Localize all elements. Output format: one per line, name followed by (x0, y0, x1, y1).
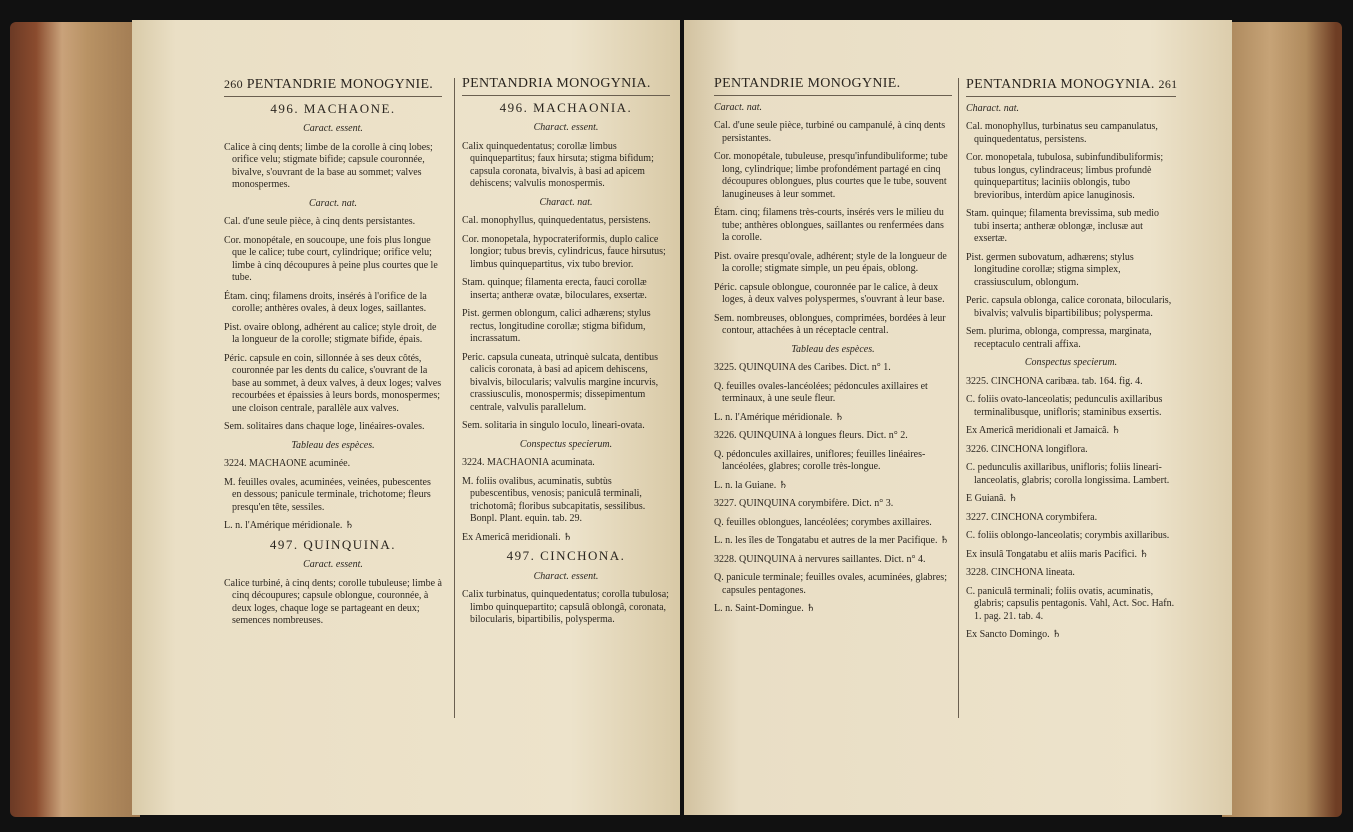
paragraph: Peric. capsula oblonga, calice coronata, bilocularis, bivalvis; valvulis bipartibilibus; polysperma. (966, 295, 1172, 319)
book-page-edges-right (1222, 22, 1342, 817)
running-head-text: PENTANDRIA MONOGYNIA. (966, 77, 1155, 92)
paragraph: Stam. quinque; filamenta erecta, fauci corollæ inserta; antheræ ovatæ, biloculares, exsertæ. (462, 277, 647, 301)
page-number: 261 (1158, 77, 1178, 91)
paragraph: Cal. d'une seule pièce, à cinq dents persistantes. (224, 216, 416, 227)
paragraph: Ex Sancto Domingo. ♄ (966, 629, 1062, 640)
section-label: Caract. nat. (308, 197, 358, 209)
paragraph: Pist. ovaire oblong, adhérent au calice; style droit, de la longueur de la corolle; stigmate bifide, épais. (224, 321, 437, 345)
section-label: Caract. essent. (303, 123, 363, 134)
paragraph: Cal. monophyllus, quinquedentatus, persistens. (462, 215, 651, 226)
section-label: Charact. nat. (966, 102, 1020, 114)
genus-heading: 497. QUINQUINA. (269, 536, 397, 552)
paragraph: L. n. l'Amérique méridionale. ♄ (224, 520, 354, 531)
paragraph: Sem. plurima, oblonga, compressa, marginata, receptaculo centrali affixa. (966, 326, 1152, 350)
section-label: Conspectus specierum. (1024, 357, 1118, 368)
section-label: Caract. nat. (714, 101, 763, 113)
header-rule (966, 96, 1176, 97)
section-label: Charact. essent. (533, 122, 599, 133)
paragraph: Q. feuilles oblongues, lancéolées; corymbes axillaires. (714, 516, 932, 528)
left-page (132, 20, 680, 815)
paragraph: Sem. nombreuses, oblongues, comprimées, bordées à leur contour, attachées à un réceptacle central. (714, 312, 946, 336)
paragraph: C. paniculâ terminali; foliis ovatis, acuminatis, glabris; capsulis pentagonis. Vahl, Act. Soc. Hafn. 1. pag. 21. tab. 4. (966, 585, 1175, 622)
section-label: Caract. essent. (303, 559, 363, 570)
paragraph: Q. panicule terminale; feuilles ovales, acuminées, glabres; capsules pentagones. (714, 572, 947, 596)
section-label: Tableau des espèces. (291, 439, 375, 451)
paragraph: Péric. capsule oblongue, couronnée par le calice, à deux loges, à deux valves polyspermes, s'ouvrant à leur base. (714, 281, 945, 305)
paragraph: Étam. cinq; filamens droits, insérés à l'orifice de la corolle; anthères ovales, à deux loges, saillantes. (224, 290, 427, 314)
paragraph: Q. pédoncules axillaires, uniflores; feuilles linéaires-lancéolées, glabres; corolle très-longue. (714, 448, 926, 472)
column-divider (454, 78, 455, 718)
paragraph: Cor. monopetala, hypocrateriformis, duplo calice longior; tubus brevis, cylindricus, fauce hirsutus; limbus quinquepartitus, vix tubo brevior. (462, 233, 666, 270)
paragraph: Cor. monopétale, en soucoupe, une fois plus longue que le calice; tube court, cylindrique; orifice velu; limbe à cinq découpures à peine plus courtes que le tube. (224, 234, 438, 283)
paragraph: Stam. quinque; filamenta brevissima, sub medio tubi inserta; antheræ oblongæ, inclusæ aut exsertæ. (966, 208, 1160, 244)
paragraph: M. feuilles ovales, acuminées, veinées, pubescentes en dessous; panicule terminale, trichotome; fleurs presqu'en tête, sessiles. (224, 476, 431, 513)
paragraph: C. foliis ovato-lanceolatis; pedunculis axillaribus terminalibusque, unifloris; staminibus exsertis. (966, 394, 1163, 418)
species-heading: 3227. CINCHONA corymbifera. (966, 511, 1098, 523)
paragraph: Ex insulâ Tongatabu et aliis maris Pacifici. ♄ (966, 548, 1149, 560)
paragraph: Sem. solitaires dans chaque loge, linéaires-ovales. (224, 421, 425, 432)
paragraph: L. n. l'Amérique méridionale. ♄ (714, 411, 844, 423)
paragraph: Calix turbinatus, quinquedentatus; corolla tubulosa; limbo quinquepartito; capsulâ oblongâ, coronata, bilocularis, bipartibilis, polysperma. (462, 589, 669, 625)
paragraph: Étam. cinq; filamens très-courts, insérés vers le milieu du tube; anthères oblongues, saillantes ou renfermées dans la corolle. (714, 207, 944, 243)
species-heading: 3228. QUINQUINA à nervures saillantes. Dict. n° 4. (714, 553, 926, 565)
right-col-french (714, 78, 952, 622)
paragraph: L. n. Saint-Domingue. ♄ (714, 603, 816, 614)
paragraph: Ex Americâ meridionali. ♄ (462, 531, 573, 543)
section-label: Charact. nat. (539, 196, 593, 208)
paragraph: Calice turbiné, à cinq dents; corolle tubuleuse; limbe à cinq découpures; capsule oblongue, couronnée, à deux loges, chaque loge se partageant en deux; semences nombreuses. (224, 577, 442, 626)
header-rule (462, 95, 670, 96)
paragraph: L. n. les îles de Tongatabu et autres de la mer Pacifique. ♄ (714, 535, 949, 546)
paragraph: Calice à cinq dents; limbe de la corolle à cinq lobes; orifice velu; stigmate bifide; capsule couronnée, bivalve, s'ouvrant de la base au sommet; valves monospermes. (224, 141, 433, 190)
species-heading: 3225. QUINQUINA des Caribes. Dict. n° 1. (714, 362, 891, 373)
running-head: PENTANDRIA MONOGYNIA. (462, 76, 651, 91)
paragraph: E Guianâ. ♄ (966, 493, 1018, 504)
species-heading: 3227. QUINQUINA corymbifère. Dict. n° 3. (714, 498, 894, 509)
paragraph: M. foliis ovalibus, acuminatis, subtùs pubescentibus, venosis; paniculâ terminali, trichotomâ; floribus subcapitatis, sessilibus. Bonpl. Plant. equin. tab. 29. (462, 475, 646, 524)
running-head-text: PENTANDRIE MONOGYNIE. (246, 77, 434, 92)
paragraph: Cal. d'une seule pièce, turbiné ou campanulé, à cinq dents persistantes. (714, 120, 946, 144)
paragraph: Pist. germen oblongum, calici adhærens; stylus rectus, longitudine corollæ; stigma bifidum, incrassatum. (462, 308, 651, 344)
left-col-latin (462, 78, 670, 633)
species-heading: 3228. CINCHONA lineata. (966, 567, 1075, 578)
species-heading: 3226. CINCHONA longiflora. (966, 443, 1088, 455)
paragraph: Calix quinquedentatus; corollæ limbus quinquepartitus; faux hirsuta; stigma bifidum; capsula coronata, bivalvis, à basi ad apicem dehiscens; valvulis monospermis. (462, 140, 654, 189)
section-label: Tableau des espèces. (791, 343, 875, 355)
genus-heading: 496. MACHAONE. (270, 100, 396, 116)
paragraph: C. foliis oblongo-lanceolatis; corymbis axillaribus. (966, 530, 1170, 541)
genus-heading: 497. CINCHONA. (506, 548, 626, 563)
running-head: PENTANDRIE MONOGYNIE. (714, 76, 901, 91)
paragraph: L. n. la Guiane. ♄ (714, 479, 788, 491)
column-divider (958, 78, 959, 718)
species-heading: 3224. MACHAONIA acuminata. (462, 457, 595, 468)
right-page (684, 20, 1232, 815)
paragraph: Pist. germen subovatum, adhærens; stylus longitudine corollæ; stigma simplex, crassiusculum, oblongum. (966, 251, 1134, 288)
paragraph: Sem. solitaria in singulo loculo, lineari-ovata. (462, 420, 645, 431)
running-head (966, 78, 1176, 92)
genus-heading: 496. MACHAONIA. (499, 99, 633, 115)
paragraph: C. pedunculis axillaribus, unifloris; foliis lineari-lanceolatis, glabris; corolla longissima. Lambert. (966, 462, 1170, 486)
header-rule (224, 96, 442, 97)
header-rule (714, 95, 952, 96)
book-page-edges-left (10, 22, 140, 817)
species-heading: 3226. QUINQUINA à longues fleurs. Dict. n° 2. (714, 430, 908, 441)
section-label: Charact. essent. (533, 570, 599, 582)
paragraph: Cor. monopétale, tubuleuse, presqu'infundibuliforme; tube long, cylindrique; limbe profondément partagé en cinq découpures oblongues, plus courtes que le tube, souvent lanugineuses à leur sommet. (714, 151, 948, 200)
page-number: 260 (224, 77, 243, 91)
species-heading: 3224. MACHAONE acuminée. (224, 458, 351, 469)
running-head (224, 78, 442, 92)
species-heading: 3225. CINCHONA caribæa. tab. 164. fig. 4. (966, 375, 1143, 387)
paragraph: Peric. capsula cuneata, utrinquè sulcata, dentibus calicis coronata, à basi ad apicem dehiscens, bivalvis, bilocularis; valvulis margine incurvis, crassiusculis, monospermis; dissepimentum centrale, valvulis parallelum. (462, 351, 659, 413)
right-col-latin (966, 78, 1176, 648)
left-col-french (224, 78, 442, 634)
paragraph: Pist. ovaire presqu'ovale, adhérent; style de la longueur de la corolle; stigmate simple, un peu épais, oblong. (714, 250, 947, 274)
paragraph: Q. feuilles ovales-lancéolées; pédoncules axillaires et terminaux, à une seule fleur. (714, 380, 928, 404)
paragraph: Péric. capsule en coin, sillonnée à ses deux côtés, couronnée par les dents du calice, s'ouvrant de la base au sommet, à deux valves, à deux loges; valves recourbées et épaissies à leurs bords, monospermes; une cloison centrale, parallèle aux valves. (224, 352, 442, 414)
paragraph: Cal. monophyllus, turbinatus seu campanulatus, quinquedentatus, persistens. (966, 121, 1158, 145)
section-label: Conspectus specierum. (519, 438, 613, 450)
paragraph: Ex Americâ meridionali et Jamaicâ. ♄ (966, 425, 1121, 436)
paragraph: Cor. monopetala, tubulosa, subinfundibuliformis; tubus longus, cylindraceus; limbus profundè quinquepartitus; laciniis oblongis, tubo brevioribus, interdùm apice lanuginosis. (966, 152, 1164, 201)
